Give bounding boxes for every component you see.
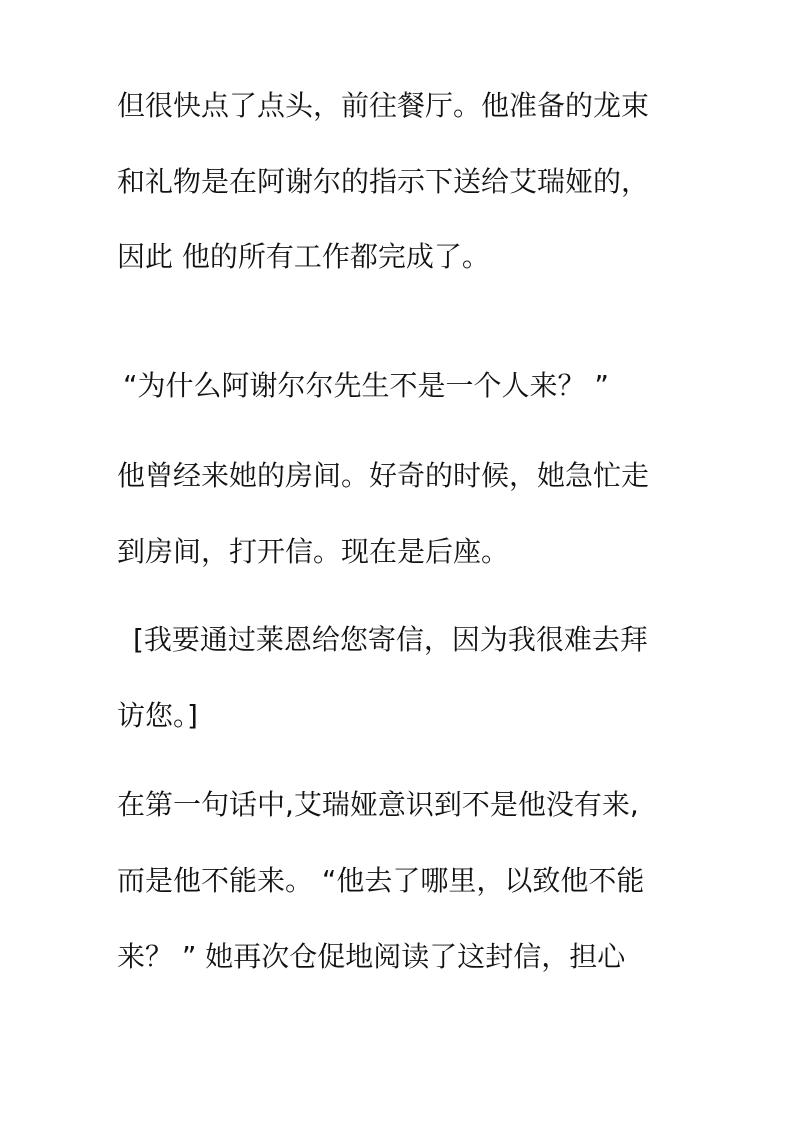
text-line: 而是他不能来。 “他去了哪里，以致他不能 — [117, 864, 645, 897]
text-line: [我要通过莱恩给您寄信，因为我很难去拜 — [133, 623, 648, 656]
text-line: 在第一句话中,艾瑞娅意识到不是他没有来, — [117, 788, 639, 821]
text-line: “为什么阿谢尔尔先生不是一个人来？ ” — [123, 369, 609, 402]
text-line: 他曾经来她的房间。好奇的时候，她急忙走 — [117, 459, 650, 492]
text-line: 到房间，打开信。现在是后座。 — [117, 535, 510, 568]
text-line: 来？ ” 她再次仓促地阅读了这封信，担心 — [117, 940, 626, 973]
text-line: 因此 他的所有工作都完成了。 — [117, 240, 490, 273]
text-line: 访您。] — [117, 699, 198, 732]
text-line: 和礼物是在阿谢尔的指示下送给艾瑞娅的， — [117, 165, 650, 198]
text-line: 但很快点了点头，前往餐厅。他准备的龙束 — [117, 89, 650, 122]
